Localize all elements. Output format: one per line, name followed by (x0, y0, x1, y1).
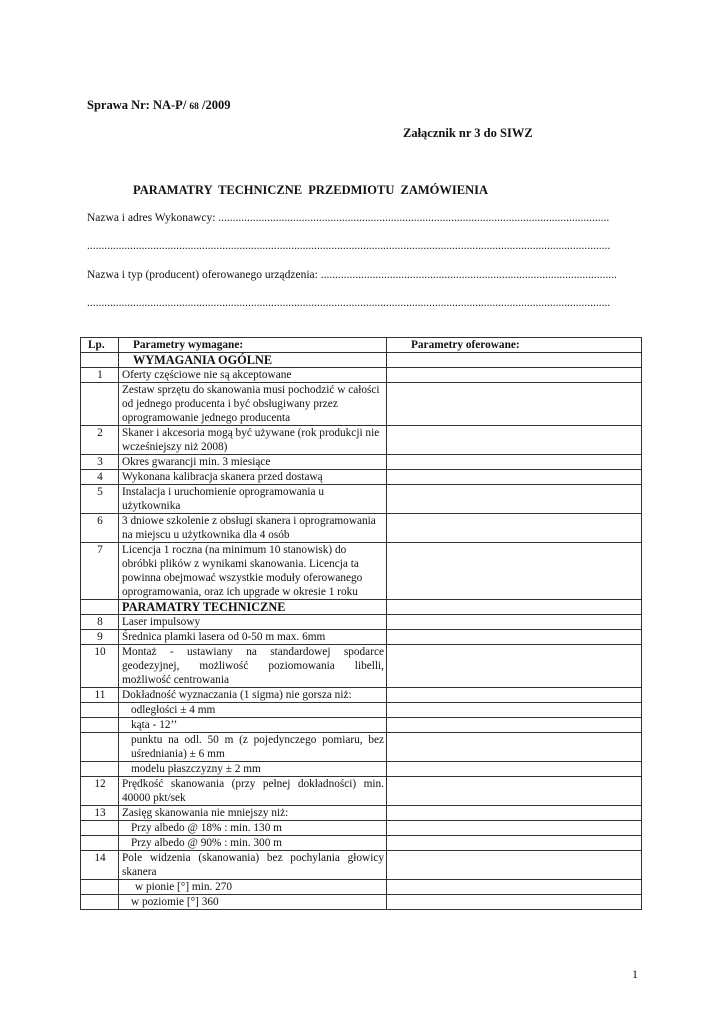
section-row (81, 600, 642, 615)
row-subrequirement: Przy albedo @ 90% : min. 300 m (119, 836, 387, 851)
table-row (81, 851, 642, 880)
row-requirement: Montaż - ustawiany na standardowej spodarce geodezyjnej, możliwość poziomowania libelli, możliwość centrowania (119, 645, 387, 688)
row-requirement: Dokładność wyznaczania (1 sigma) nie gorsza niż: (119, 688, 387, 703)
offered-cell (387, 895, 642, 910)
row-number: 1 (81, 368, 119, 383)
row-requirement: Pole widzenia (skanowania) bez pochylania głowicy skanera (119, 851, 387, 880)
offered-cell (387, 600, 642, 615)
attachment-label: Załącznik nr 3 do SIWZ (403, 126, 533, 140)
section-technical: PARAMATRY TECHNICZNE (119, 600, 387, 615)
row-subrequirement: punktu na odl. 50 m (z pojedynczego pomiaru, bez uśredniania) ± 6 mm (119, 733, 387, 762)
case-prefix: Sprawa Nr: NA-P/ (87, 98, 190, 112)
offered-cell (387, 485, 642, 514)
section-general: WYMAGANIA OGÓLNE (119, 353, 387, 368)
offered-cell (387, 514, 642, 543)
table-row (81, 383, 642, 426)
table-row (81, 762, 642, 777)
table-row (81, 630, 642, 645)
row-subrequirement: Przy albedo @ 18% : min. 130 m (119, 821, 387, 836)
row-number: 11 (81, 688, 119, 703)
row-subrequirement: modelu płaszczyzny ± 2 mm (119, 762, 387, 777)
row-number: 4 (81, 470, 119, 485)
table-row (81, 645, 642, 688)
parameters-table (80, 337, 642, 910)
table-header-row (81, 338, 642, 353)
offered-cell (387, 762, 642, 777)
row-number: 3 (81, 455, 119, 470)
offered-cell (387, 718, 642, 733)
row-requirement: Skaner i akcesoria mogą być używane (rok produkcji nie wcześniejszy niż 2008) (119, 426, 387, 455)
case-number-line (87, 98, 231, 113)
table-row (81, 836, 642, 851)
table-row (81, 733, 642, 762)
offered-cell (387, 836, 642, 851)
offered-cell (387, 777, 642, 806)
case-suffix: /2009 (198, 98, 231, 112)
row-requirement: Zasięg skanowania nie mniejszy niż: (119, 806, 387, 821)
device-name-field: Nazwa i typ (producent) oferowanego urządzenia: ....................................................................................................... (87, 269, 617, 281)
table-row (81, 543, 642, 600)
row-number: 13 (81, 806, 119, 821)
page-number: 1 (632, 967, 638, 981)
table-row (81, 718, 642, 733)
row-number: 5 (81, 485, 119, 514)
row-number: 8 (81, 615, 119, 630)
row-number: 10 (81, 645, 119, 688)
table-row (81, 485, 642, 514)
row-number: 14 (81, 851, 119, 880)
row-requirement: Prędkość skanowania (przy pełnej dokładności) min. 40000 pkt/sek (119, 777, 387, 806)
row-number: 12 (81, 777, 119, 806)
offered-cell (387, 645, 642, 688)
row-requirement: 3 dniowe szkolenie z obsługi skanera i oprogramowania na miejscu u użytkownika dla 4 osób (119, 514, 387, 543)
table-row (81, 880, 642, 895)
row-requirement: Zestaw sprzętu do skanowania musi pochodzić w całości od jednego producenta i być obsługiwany przez oprogramowanie jednego producenta (119, 383, 387, 426)
offered-cell (387, 455, 642, 470)
offered-cell (387, 543, 642, 600)
offered-cell (387, 821, 642, 836)
header-offered: Parametry oferowane: (387, 338, 642, 353)
offered-cell (387, 470, 642, 485)
table-row (81, 895, 642, 910)
row-requirement: Średnica plamki lasera od 0-50 m max. 6mm (119, 630, 387, 645)
table-row (81, 806, 642, 821)
header-lp: Lp. (81, 338, 119, 353)
offered-cell (387, 688, 642, 703)
contractor-address-blank: ...................................................................................................................................................................................... (87, 240, 611, 252)
header-required: Parametry wymagane: (119, 338, 387, 353)
table-row (81, 455, 642, 470)
row-subrequirement: kąta - 12’’ (119, 718, 387, 733)
row-requirement: Instalacja i uruchomienie oprogramowania u użytkownika (119, 485, 387, 514)
table-row (81, 426, 642, 455)
table-row (81, 777, 642, 806)
table-row (81, 368, 642, 383)
offered-cell (387, 806, 642, 821)
offered-cell (387, 615, 642, 630)
row-requirement: Licencja 1 roczna (na minimum 10 stanowisk) do obróbki plików z wynikami skanowania. Licencja ta powinna obejmować wszystkie moduły oferowanego oprogramowania, oraz ich upgrade w okresie 1 roku (119, 543, 387, 600)
table-row (81, 688, 642, 703)
row-number: 2 (81, 426, 119, 455)
offered-cell (387, 426, 642, 455)
row-subrequirement: w pionie [°] min. 270 (119, 880, 387, 895)
table-row (81, 514, 642, 543)
table-row (81, 615, 642, 630)
contractor-name-field: Nazwa i adres Wykonawcy: ........................................................................................................................................ (87, 212, 610, 224)
offered-cell (387, 733, 642, 762)
case-number: 68 (189, 102, 199, 112)
row-requirement: Wykonana kalibracja skanera przed dostawą (119, 470, 387, 485)
section-row (81, 353, 642, 368)
row-requirement: Oferty częściowe nie są akceptowane (119, 368, 387, 383)
row-number: 7 (81, 543, 119, 600)
row-requirement: Okres gwarancji min. 3 miesiące (119, 455, 387, 470)
offered-cell (387, 368, 642, 383)
table-row (81, 703, 642, 718)
row-requirement: Laser impulsowy (119, 615, 387, 630)
row-number: 6 (81, 514, 119, 543)
offered-cell (387, 703, 642, 718)
document-title: PARAMATRY TECHNICZNE PRZEDMIOTU ZAMÓWIENIA (133, 183, 488, 197)
device-name-blank: ...................................................................................................................................................................................... (87, 297, 611, 309)
offered-cell (387, 383, 642, 426)
row-subrequirement: odległości ± 4 mm (119, 703, 387, 718)
table-row (81, 821, 642, 836)
offered-cell (387, 630, 642, 645)
offered-cell (387, 880, 642, 895)
row-subrequirement: w poziomie [°] 360 (119, 895, 387, 910)
row-number: 9 (81, 630, 119, 645)
table-row (81, 470, 642, 485)
offered-cell (387, 851, 642, 880)
offered-cell (387, 353, 642, 368)
